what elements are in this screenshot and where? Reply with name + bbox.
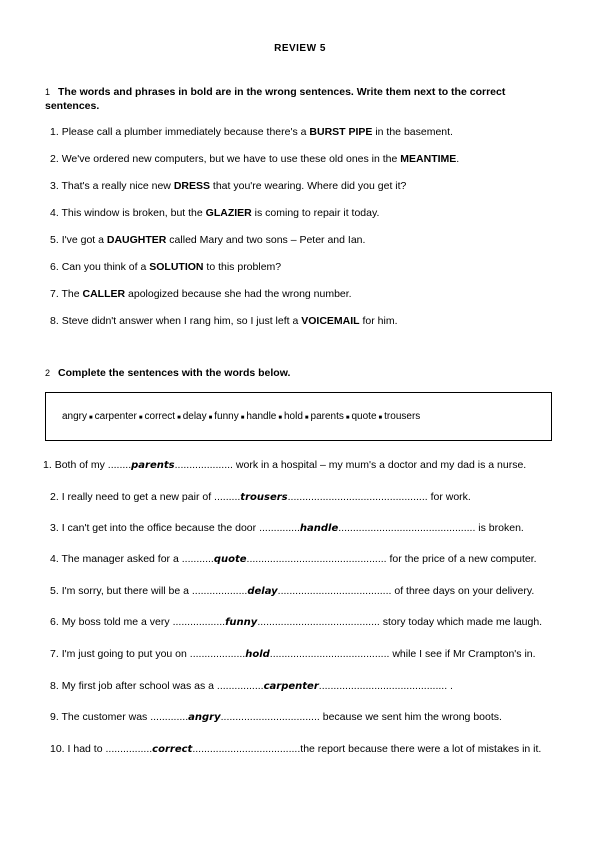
answer-word: angry [188, 712, 221, 723]
gap-fill-row [50, 711, 502, 723]
sentence-text-before: This window is broken, but the [61, 207, 206, 219]
gap-dots-left: .............. [259, 522, 300, 534]
word-separator: ■ [378, 415, 383, 421]
gap-dots-left: ......... [214, 491, 241, 503]
gap-fill-row [50, 743, 541, 755]
sentence-text-after: called Mary and two sons – Peter and Ian. [166, 234, 366, 246]
word-box [45, 392, 552, 441]
sentence-number: 1. [50, 126, 59, 138]
word-option: angry [62, 411, 88, 422]
bold-phrase: DRESS [173, 180, 210, 192]
word-separator: ■ [89, 415, 93, 421]
sentence-number: 3. [50, 522, 59, 534]
word-option: quote [351, 411, 377, 422]
gap-fill-row [50, 680, 453, 692]
sentence-number: 4. [50, 553, 59, 565]
bold-phrase: SOLUTION [149, 261, 204, 273]
word-option: handle [246, 411, 277, 422]
gap-dots-right: ............................................... [338, 522, 476, 534]
gap-dots-left: ................ [216, 680, 264, 692]
word-separator: ■ [138, 415, 143, 421]
sentence-text-before: Can you think of a [61, 261, 150, 273]
gap-dots-right: ............................................ [318, 680, 448, 692]
sentence-text-after: story today which made me laugh. [379, 616, 543, 628]
sentence-number: 5. [50, 234, 59, 246]
word-option: funny [214, 411, 239, 422]
sentence-text-after: in the basement. [372, 126, 453, 138]
sentence-text-before: My boss told me a very [61, 616, 173, 628]
bold-phrase: DAUGHTER [106, 234, 167, 246]
sentence-text-after: . [456, 153, 460, 165]
sentence-text-before: Both of my [54, 459, 108, 471]
gap-dots-right: ................................................ [246, 553, 387, 565]
sentence-row [50, 315, 398, 327]
sentence-text-before: I really need to get a new pair of [61, 491, 215, 503]
gap-dots-left: ............. [150, 711, 189, 723]
sentence-text-before: My first job after school was as a [61, 680, 217, 692]
sentence-row [50, 153, 459, 165]
sentence-number: 6. [50, 616, 59, 628]
sentence-text-after: is coming to repair it today. [251, 207, 380, 219]
sentence-text-after: because we sent him the wrong boots. [319, 711, 502, 723]
sentence-text-before: I had to [67, 743, 106, 755]
sentence-text-after: is broken. [475, 522, 524, 534]
answer-word: funny [225, 617, 258, 628]
sentence-text-after: of three days on your delivery. [391, 585, 535, 597]
gap-fill-row [50, 491, 471, 503]
sentence-text-before: I'm just going to put you on [61, 648, 190, 660]
sentence-text-before: Steve didn't answer when I rang him, so I just left a [61, 315, 302, 327]
sentence-row [50, 180, 406, 192]
sentence-number: 6. [50, 261, 59, 273]
section1-heading [45, 85, 545, 113]
sentence-text-after: for the price of a new computer. [386, 553, 537, 565]
bold-phrase: BURST PIPE [309, 126, 373, 138]
sentence-text-after: that you're wearing. Where did you get it? [210, 180, 407, 192]
sentence-number: 8. [50, 315, 59, 327]
gap-dots-right: .......................................... [257, 616, 380, 628]
sentence-number: 5. [50, 585, 59, 597]
answer-word: trousers [240, 492, 288, 503]
bold-phrase: CALLER [82, 288, 126, 300]
sentence-number: 2. [50, 491, 59, 503]
sentence-text-after: the report because there were a lot of mistakes in it. [300, 743, 542, 755]
sentence-text-after: while I see if Mr Crampton's in. [389, 648, 536, 660]
word-separator: ■ [240, 415, 245, 421]
gap-dots-left: ................ [105, 743, 153, 755]
word-list [62, 411, 420, 422]
sentence-row [50, 207, 379, 219]
bold-phrase: VOICEMAIL [301, 315, 360, 327]
section2-heading [45, 366, 545, 380]
gap-fill-row [50, 553, 537, 565]
word-option: carpenter [94, 411, 137, 422]
sentence-text-after: work in a hospital – my mum's a doctor and my dad is a nurse. [232, 459, 527, 471]
gap-dots-right: ..................................... [192, 743, 301, 755]
gap-dots-left: ........... [181, 553, 214, 565]
sentence-row [50, 234, 365, 246]
sentence-number: 2. [50, 153, 59, 165]
sentence-text-before: The customer was [61, 711, 151, 723]
gap-dots-right: ................................................ [287, 491, 428, 503]
section2-number: 2 [45, 368, 51, 378]
bold-phrase: GLAZIER [205, 207, 252, 219]
page-title: REVIEW 5 [274, 43, 326, 54]
sentence-text-before: The manager asked for a [61, 553, 182, 565]
sentence-number: 4. [50, 207, 59, 219]
gap-dots-right: .................................. [220, 711, 320, 723]
sentence-text-before: I've got a [61, 234, 107, 246]
sentence-number: 8. [50, 680, 59, 692]
sentence-text-before: I can't get into the office because the door [61, 522, 260, 534]
answer-word: carpenter [263, 681, 319, 692]
word-separator: ■ [208, 415, 213, 421]
sentence-number: 10. [50, 743, 65, 755]
section1-heading-text: The words and phrases in bold are in the wrong sentences. Write them next to the correct sentences. [45, 86, 506, 112]
sentence-row [50, 288, 352, 300]
word-separator: ■ [304, 415, 309, 421]
sentence-text-before: We've ordered new computers, but we have to use these old ones in the [61, 153, 401, 165]
sentence-text-before: Please call a plumber immediately because there's a [61, 126, 310, 138]
sentence-number: 9. [50, 711, 59, 723]
sentence-text-after: to this problem? [203, 261, 282, 273]
sentence-text-after: for him. [359, 315, 398, 327]
sentence-number: 3. [50, 180, 59, 192]
gap-fill-row [50, 522, 524, 534]
gap-fill-row [50, 648, 536, 660]
sentence-text-after: apologized because she had the wrong number. [125, 288, 352, 300]
word-option: trousers [384, 411, 421, 422]
gap-fill-row [43, 459, 526, 471]
sentence-text-before: The [61, 288, 83, 300]
answer-word: correct [152, 744, 193, 755]
word-separator: ■ [345, 415, 350, 421]
word-separator: ■ [177, 415, 181, 421]
answer-word: delay [247, 586, 278, 597]
sentence-number: 7. [50, 288, 59, 300]
sentence-text-after: . [447, 680, 453, 692]
answer-word: handle [299, 523, 339, 534]
gap-dots-right: .................... [174, 459, 233, 471]
word-option: delay [182, 411, 207, 422]
gap-dots-right: ......................................... [269, 648, 390, 660]
sentence-row [50, 126, 453, 138]
gap-dots-left: ........ [107, 459, 132, 471]
gap-fill-row [50, 616, 542, 628]
word-option: hold [283, 411, 303, 422]
sentence-text-after: for work. [427, 491, 471, 503]
gap-dots-right: ....................................... [277, 585, 392, 597]
word-option: parents [310, 411, 344, 422]
answer-word: hold [245, 649, 270, 660]
gap-dots-left: ................... [189, 648, 246, 660]
gap-dots-left: .................. [172, 616, 226, 628]
answer-word: quote [213, 554, 247, 565]
sentence-number: 7. [50, 648, 59, 660]
gap-fill-row [50, 585, 534, 597]
bold-phrase: MEANTIME [400, 153, 457, 165]
answer-word: parents [131, 460, 175, 471]
sentence-number: 1. [43, 459, 52, 471]
sentence-text-before: I'm sorry, but there will be a [61, 585, 192, 597]
gap-dots-left: ................... [191, 585, 248, 597]
word-separator: ■ [278, 415, 282, 421]
section2-heading-text: Complete the sentences with the words below. [58, 367, 291, 379]
word-option: correct [144, 411, 176, 422]
sentence-text-before: That's a really nice new [61, 180, 174, 192]
sentence-row [50, 261, 281, 273]
section1-number: 1 [45, 87, 51, 97]
